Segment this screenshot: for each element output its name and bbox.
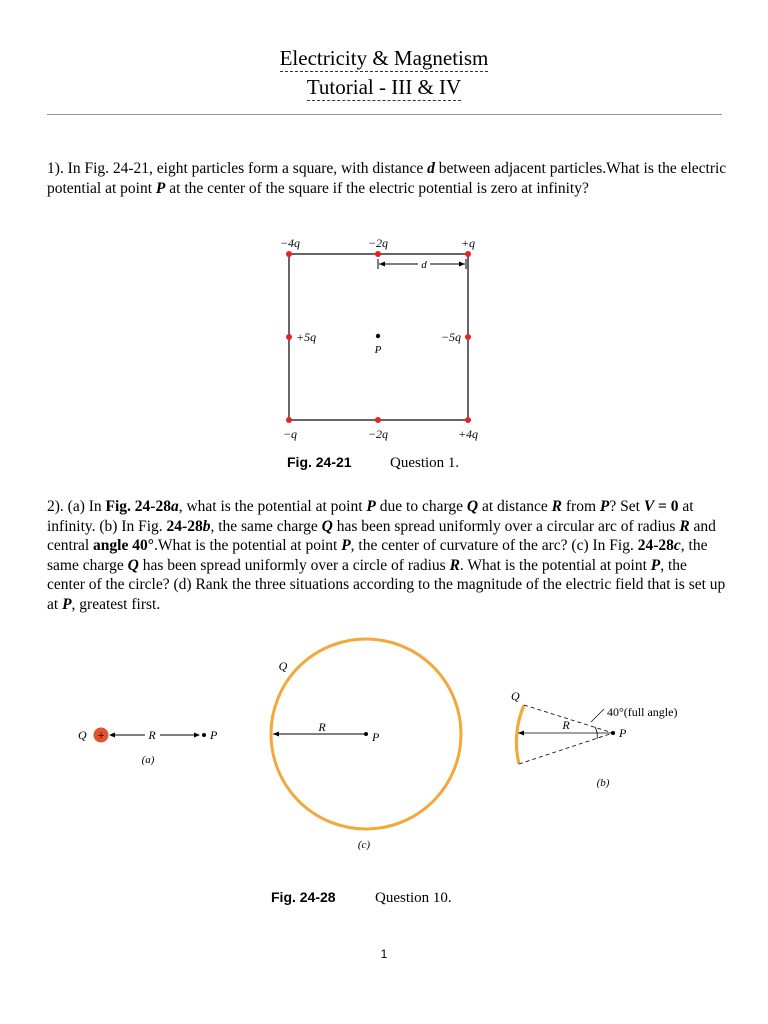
text-segment: , the center of the circle? (d) Rank the three situations according to the magnitude of the electric field that is set up at (47, 556, 726, 613)
figure-24-28a (78, 728, 218, 767)
fig-b-angle-label: 40°(full angle) (607, 705, 678, 719)
fig-24-21-caption-question: Question 1. (390, 455, 460, 471)
charge-label-mid-left: +5q (296, 330, 317, 344)
text-segment: angle 40° (93, 537, 154, 554)
text-segment: 2). (a) In (47, 498, 106, 515)
text-segment: c (673, 537, 681, 554)
charge-label-bot-right: +4q (457, 427, 479, 441)
text-segment: d (427, 160, 435, 177)
figure-24-28c (271, 639, 461, 851)
text-segment: a (170, 498, 179, 515)
text-segment: 24-28 (637, 537, 674, 554)
fig-c-r-label: R (318, 720, 326, 734)
text-segment: b (202, 517, 211, 535)
text-segment: = 0 (654, 498, 679, 515)
text-segment: .What is the potential at point (153, 537, 342, 554)
fig-24-21-caption-number: Fig. 24-21 (287, 454, 352, 470)
point-p-label: P (374, 344, 382, 356)
figure-24-21 (280, 236, 478, 471)
charge-label-bot-mid: −2q (367, 427, 389, 441)
text-segment: P (62, 595, 72, 613)
text-segment: ? Set (609, 498, 644, 515)
fig-b-r-label: R (562, 718, 570, 732)
charge-dot-top-right (465, 251, 471, 257)
charge-label-top-left: −4q (279, 236, 301, 250)
text-segment: . What is the potential at point (459, 556, 651, 574)
charge-dot-top-left (286, 251, 292, 257)
fig-24-28-caption-question: Question 10. (375, 890, 452, 906)
text-segment: P (155, 179, 166, 197)
text-segment: at infinity. (b) In Fig. (47, 498, 694, 535)
charge-label-top-right: +q (460, 236, 476, 250)
text-segment: and central (47, 517, 716, 554)
text-segment: Q (127, 556, 139, 574)
fig-b-point-dot (611, 731, 615, 735)
charge-dot-bot-mid (375, 417, 381, 423)
fig-b-q-label: Q (511, 689, 520, 703)
text-segment: P (341, 537, 351, 554)
fig-a-r-label: R (148, 728, 156, 742)
text-segment: P (650, 556, 661, 574)
point-p-dot (376, 334, 380, 338)
charge-dot-mid-left (286, 334, 292, 340)
fig-a-label: (a) (141, 754, 155, 766)
text-segment: from (562, 498, 600, 515)
text-segment: P (366, 498, 376, 515)
fig-a-charge-label: Q (78, 728, 87, 742)
text-segment: R (449, 556, 460, 574)
fig-a-point-dot (202, 733, 206, 737)
text-segment: 1). In Fig. 24-21, eight particles form a square, with distance (47, 160, 428, 177)
distance-d-marker (378, 259, 466, 271)
text-segment: between adjacent particles.What is the electric potential at point (47, 160, 727, 197)
fig-c-point-dot (364, 732, 368, 736)
fig-b-label: (b) (596, 777, 610, 789)
text-segment: R (551, 498, 563, 515)
page-number: 1 (380, 947, 388, 961)
fig-24-28-caption-number: Fig. 24-28 (271, 889, 336, 905)
fig-b-p-label: P (619, 726, 627, 740)
charge-dot-bot-right (465, 417, 471, 423)
text-segment: R (679, 517, 690, 535)
text-segment: 24-28 (166, 517, 203, 535)
fig-c-q-label: Q (278, 659, 288, 673)
charge-dot-top-mid (375, 251, 381, 257)
text-segment: at the center of the square if the electric potential is zero at infinity? (165, 179, 589, 197)
text-segment: , the same charge (210, 517, 322, 535)
distance-d-label: d (421, 259, 427, 271)
text-segment: Fig. 24-28 (105, 498, 171, 515)
fig-c-label: (c) (357, 839, 371, 851)
charge-dot-mid-right (465, 334, 471, 340)
text-segment: at distance (478, 498, 552, 515)
text-segment: due to charge (375, 498, 467, 515)
document-title: Electricity & Magnetism (279, 46, 489, 70)
question-2-text (47, 497, 727, 614)
charge-dot-bot-left (286, 417, 292, 423)
text-segment: , the same charge (47, 537, 708, 574)
fig-a-p-label: P (210, 728, 218, 742)
text-segment: V (643, 498, 655, 515)
charge-label-bot-left: −q (282, 427, 298, 441)
charge-label-top-mid: −2q (367, 236, 389, 250)
text-segment: has been spread uniformly over a circle of radius (138, 556, 450, 574)
text-segment: Q (321, 517, 333, 535)
document-subtitle: Tutorial - III & IV (306, 75, 462, 99)
text-segment: Q (466, 498, 479, 515)
text-segment: has been spread uniformly over a circular arc of radius (332, 517, 680, 535)
text-segment: , the center of curvature of the arc? (c) In Fig. (350, 537, 638, 554)
charge-label-mid-right: −5q (440, 330, 461, 344)
text-segment: P (599, 498, 610, 515)
plus-icon: + (97, 727, 105, 743)
text-segment: , what is the potential at point (178, 498, 367, 515)
text-segment: , greatest first. (71, 595, 161, 613)
figure-24-28b (511, 689, 677, 789)
fig-c-p-label: P (372, 730, 380, 744)
